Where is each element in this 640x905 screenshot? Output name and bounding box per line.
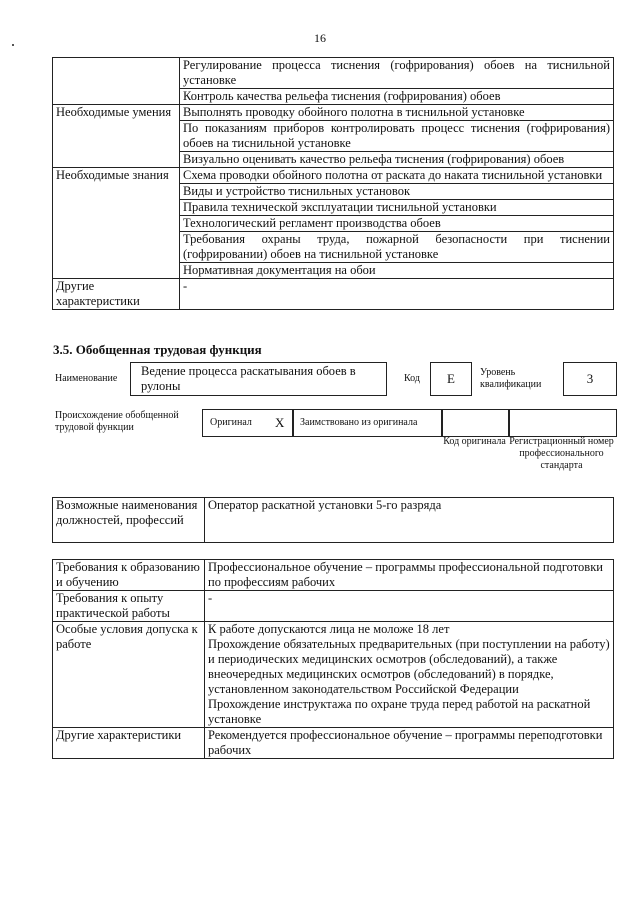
page-number: 16	[314, 31, 326, 45]
condition-line: К работе допускаются лица не моложе 18 лет	[208, 622, 450, 636]
positions-value: Оператор раскатной установки 5-го разряда	[205, 498, 614, 543]
name-label: Наименование	[55, 373, 118, 384]
req-label-education: Требования к образованию и обучению	[53, 560, 205, 591]
original-mark: X	[275, 415, 285, 430]
row-label-skills: Необходимые умения	[53, 105, 180, 168]
code-original-box	[441, 409, 510, 437]
borrowed-label: Заимствовано из оригинала	[300, 417, 418, 428]
scan-speck	[12, 44, 14, 46]
code-value: E	[447, 371, 455, 386]
code-box	[430, 362, 472, 396]
row-label-knowledge: Необходимые знания	[53, 168, 180, 279]
reg-number-box	[508, 409, 617, 437]
table-cell: Технологический регламент производства обоев	[180, 216, 614, 232]
original-label: Оригинал	[210, 417, 252, 428]
code-label: Код	[404, 373, 420, 384]
table-cell: -	[180, 279, 614, 310]
row-label-other: Другие характеристики	[53, 279, 180, 310]
original-box	[202, 409, 294, 437]
table-cell: По показаниям приборов контролировать процесс тиснения (гофрирования) обоев на тиснильной установке	[180, 121, 614, 152]
section-title: 3.5. Обобщенная трудовая функция	[53, 342, 262, 357]
name-value: Ведение процесса раскатывания обоев в рулоны	[141, 364, 356, 393]
table-cell: Регулирование процесса тиснения (гофрирования) обоев на тиснильной установке	[180, 58, 614, 89]
table-cell: Визуально оценивать качество рельефа тиснения (гофрирования) обоев	[180, 152, 614, 168]
req-label-other: Другие характеристики	[53, 728, 205, 759]
table-cell: Схема проводки обойного полотна от раската до наката тиснильной установки	[180, 168, 614, 184]
borrowed-box	[292, 409, 443, 437]
req-label-conditions: Особые условия допуска к работе	[53, 622, 205, 728]
req-value-experience: -	[205, 591, 614, 622]
name-box	[130, 362, 387, 396]
table-cell: Нормативная документация на обои	[180, 263, 614, 279]
level-box	[563, 362, 617, 396]
skills-knowledge-table	[52, 57, 614, 310]
req-value-conditions	[205, 622, 614, 728]
positions-label: Возможные наименования должностей, профессий	[53, 498, 205, 543]
req-value-education: Профессиональное обучение – программы профессиональной подготовки по профессиям рабочих	[205, 560, 614, 591]
positions-table	[52, 497, 614, 543]
req-value-other: Рекомендуется профессиональное обучение – программы переподготовки рабочих	[205, 728, 614, 759]
row-label-empty	[53, 58, 180, 105]
requirements-table	[52, 559, 614, 759]
origin-label: Происхождение обобщенной трудовой функции	[55, 410, 179, 433]
req-label-experience: Требования к опыту практической работы	[53, 591, 205, 622]
table-cell: Выполнять проводку обойного полотна в тиснильной установке	[180, 105, 614, 121]
condition-line: Прохождение обязательных предварительных (при поступлении на работу) и периодических медицинских осмотров (обследований), а также внеочередных медицинских осмотров (обследований) в порядке, установленном законодательством Российской Федерации	[208, 637, 610, 696]
table-cell: Требования охраны труда, пожарной безопасности при тиснении (гофрировании) обоев на тиснильной установке	[180, 232, 614, 263]
code-original-caption: Код оригинала	[443, 436, 506, 447]
table-cell: Виды и устройство тиснильных установок	[180, 184, 614, 200]
table-cell: Контроль качества рельефа тиснения (гофрирования) обоев	[180, 89, 614, 105]
table-cell: Правила технической эксплуатации тиснильной установки	[180, 200, 614, 216]
level-value: 3	[586, 371, 594, 386]
reg-number-caption: Регистрационный номер профессионального стандарта	[509, 436, 614, 471]
level-label: Уровень квалификации	[480, 367, 542, 390]
condition-line: Прохождение инструктажа по охране труда перед работой на раскатной установке	[208, 697, 591, 726]
